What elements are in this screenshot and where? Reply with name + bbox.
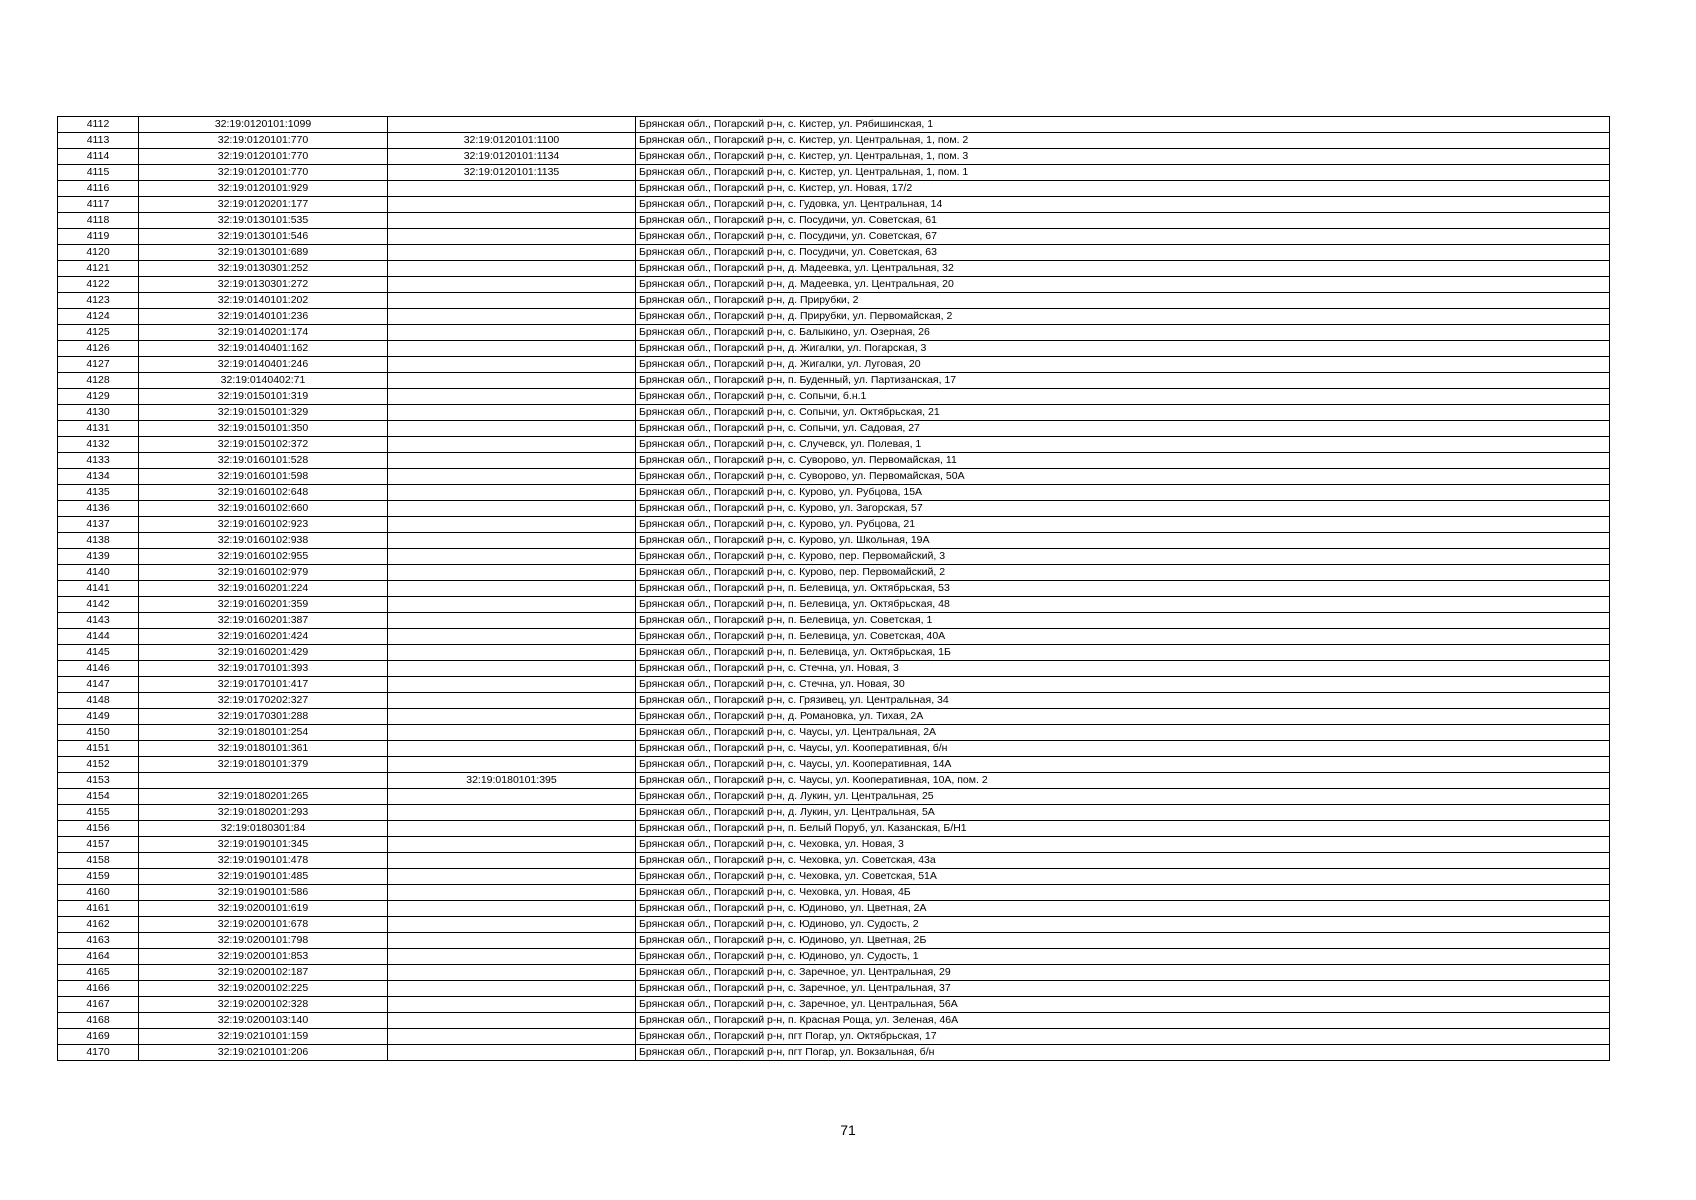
table-row bbox=[58, 1029, 1610, 1045]
table-row bbox=[58, 565, 1610, 581]
table-row bbox=[58, 197, 1610, 213]
premises-cadastral-number-cell bbox=[388, 517, 636, 533]
address-cell: Брянская обл., Погарский р-н, п. Белевица, ул. Советская, 40А bbox=[636, 629, 1610, 645]
premises-cadastral-number-cell bbox=[388, 389, 636, 405]
row-number-cell: 4121 bbox=[58, 261, 139, 277]
row-number-cell: 4138 bbox=[58, 533, 139, 549]
cadastral-number-cell: 32:19:0180101:361 bbox=[139, 741, 388, 757]
table-row bbox=[58, 645, 1610, 661]
address-cell: Брянская обл., Погарский р-н, с. Кистер, ул. Рябишинская, 1 bbox=[636, 117, 1610, 133]
premises-cadastral-number-cell bbox=[388, 757, 636, 773]
cadastral-number-cell: 32:19:0170101:393 bbox=[139, 661, 388, 677]
row-number-cell: 4127 bbox=[58, 357, 139, 373]
address-cell: Брянская обл., Погарский р-н, с. Гудовка, ул. Центральная, 14 bbox=[636, 197, 1610, 213]
address-cell: Брянская обл., Погарский р-н, д. Лукин, ул. Центральная, 25 bbox=[636, 789, 1610, 805]
row-number-cell: 4146 bbox=[58, 661, 139, 677]
row-number-cell: 4143 bbox=[58, 613, 139, 629]
address-cell: Брянская обл., Погарский р-н, с. Курово, ул. Загорская, 57 bbox=[636, 501, 1610, 517]
cadastral-number-cell: 32:19:0200101:798 bbox=[139, 933, 388, 949]
row-number-cell: 4142 bbox=[58, 597, 139, 613]
address-cell: Брянская обл., Погарский р-н, с. Юдиново, ул. Судость, 2 bbox=[636, 917, 1610, 933]
table-row bbox=[58, 981, 1610, 997]
table-row bbox=[58, 677, 1610, 693]
table-row bbox=[58, 181, 1610, 197]
cadastral-number-cell: 32:19:0120101:1099 bbox=[139, 117, 388, 133]
premises-cadastral-number-cell bbox=[388, 917, 636, 933]
table-row bbox=[58, 437, 1610, 453]
premises-cadastral-number-cell bbox=[388, 437, 636, 453]
table-row bbox=[58, 821, 1610, 837]
cadastral-number-cell: 32:19:0200101:853 bbox=[139, 949, 388, 965]
address-cell: Брянская обл., Погарский р-н, с. Чаусы, ул. Кооперативная, б/н bbox=[636, 741, 1610, 757]
table-row bbox=[58, 261, 1610, 277]
table-row bbox=[58, 117, 1610, 133]
row-number-cell: 4116 bbox=[58, 181, 139, 197]
address-cell: Брянская обл., Погарский р-н, пгт Погар, ул. Октябрьская, 17 bbox=[636, 1029, 1610, 1045]
table-row bbox=[58, 373, 1610, 389]
cadastral-number-cell: 32:19:0150102:372 bbox=[139, 437, 388, 453]
table-row bbox=[58, 341, 1610, 357]
cadastral-number-cell: 32:19:0160201:224 bbox=[139, 581, 388, 597]
cadastral-number-cell: 32:19:0130101:535 bbox=[139, 213, 388, 229]
address-cell: Брянская обл., Погарский р-н, с. Чеховка, ул. Новая, 4Б bbox=[636, 885, 1610, 901]
row-number-cell: 4136 bbox=[58, 501, 139, 517]
table-row bbox=[58, 805, 1610, 821]
cadastral-number-cell: 32:19:0190101:345 bbox=[139, 837, 388, 853]
row-number-cell: 4124 bbox=[58, 309, 139, 325]
cadastral-number-cell: 32:19:0160101:528 bbox=[139, 453, 388, 469]
cadastral-number-cell: 32:19:0170301:288 bbox=[139, 709, 388, 725]
premises-cadastral-number-cell bbox=[388, 309, 636, 325]
premises-cadastral-number-cell bbox=[388, 789, 636, 805]
row-number-cell: 4161 bbox=[58, 901, 139, 917]
cadastral-number-cell: 32:19:0120101:770 bbox=[139, 149, 388, 165]
premises-cadastral-number-cell bbox=[388, 885, 636, 901]
address-cell: Брянская обл., Погарский р-н, с. Курово, ул. Школьная, 19А bbox=[636, 533, 1610, 549]
row-number-cell: 4147 bbox=[58, 677, 139, 693]
table-row bbox=[58, 581, 1610, 597]
premises-cadastral-number-cell bbox=[388, 869, 636, 885]
row-number-cell: 4153 bbox=[58, 773, 139, 789]
table-row bbox=[58, 661, 1610, 677]
premises-cadastral-number-cell bbox=[388, 741, 636, 757]
row-number-cell: 4139 bbox=[58, 549, 139, 565]
cadastral-number-cell: 32:19:0130101:689 bbox=[139, 245, 388, 261]
address-cell: Брянская обл., Погарский р-н, с. Юдиново, ул. Цветная, 2Б bbox=[636, 933, 1610, 949]
address-cell: Брянская обл., Погарский р-н, с. Курово, ул. Рубцова, 21 bbox=[636, 517, 1610, 533]
table-row bbox=[58, 469, 1610, 485]
table-row bbox=[58, 693, 1610, 709]
row-number-cell: 4129 bbox=[58, 389, 139, 405]
row-number-cell: 4112 bbox=[58, 117, 139, 133]
row-number-cell: 4125 bbox=[58, 325, 139, 341]
cadastral-number-cell: 32:19:0150101:319 bbox=[139, 389, 388, 405]
address-cell: Брянская обл., Погарский р-н, с. Сопычи, ул. Садовая, 27 bbox=[636, 421, 1610, 437]
table-row bbox=[58, 773, 1610, 789]
premises-cadastral-number-cell bbox=[388, 485, 636, 501]
page-number: 71 bbox=[840, 1122, 856, 1138]
address-cell: Брянская обл., Погарский р-н, с. Заречное, ул. Центральная, 56А bbox=[636, 997, 1610, 1013]
table-row bbox=[58, 533, 1610, 549]
address-cell: Брянская обл., Погарский р-н, д. Прирубки, 2 bbox=[636, 293, 1610, 309]
premises-cadastral-number-cell bbox=[388, 1013, 636, 1029]
address-cell: Брянская обл., Погарский р-н, д. Лукин, ул. Центральная, 5А bbox=[636, 805, 1610, 821]
premises-cadastral-number-cell bbox=[388, 469, 636, 485]
table-row bbox=[58, 389, 1610, 405]
cadastral-number-cell: 32:19:0180101:254 bbox=[139, 725, 388, 741]
premises-cadastral-number-cell: 32:19:0120101:1100 bbox=[388, 133, 636, 149]
table-row bbox=[58, 517, 1610, 533]
address-cell: Брянская обл., Погарский р-н, с. Стечна, ул. Новая, 3 bbox=[636, 661, 1610, 677]
premises-cadastral-number-cell: 32:19:0120101:1135 bbox=[388, 165, 636, 181]
premises-cadastral-number-cell bbox=[388, 549, 636, 565]
address-cell: Брянская обл., Погарский р-н, с. Курово, ул. Рубцова, 15А bbox=[636, 485, 1610, 501]
row-number-cell: 4137 bbox=[58, 517, 139, 533]
row-number-cell: 4117 bbox=[58, 197, 139, 213]
cadastral-number-cell: 32:19:0120201:177 bbox=[139, 197, 388, 213]
cadastral-number-cell: 32:19:0200103:140 bbox=[139, 1013, 388, 1029]
premises-cadastral-number-cell bbox=[388, 965, 636, 981]
premises-cadastral-number-cell bbox=[388, 645, 636, 661]
table-row bbox=[58, 917, 1610, 933]
row-number-cell: 4122 bbox=[58, 277, 139, 293]
row-number-cell: 4163 bbox=[58, 933, 139, 949]
address-cell: Брянская обл., Погарский р-н, с. Чеховка, ул. Советская, 43а bbox=[636, 853, 1610, 869]
table-row bbox=[58, 613, 1610, 629]
row-number-cell: 4167 bbox=[58, 997, 139, 1013]
row-number-cell: 4165 bbox=[58, 965, 139, 981]
table-row bbox=[58, 741, 1610, 757]
row-number-cell: 4157 bbox=[58, 837, 139, 853]
premises-cadastral-number-cell bbox=[388, 613, 636, 629]
address-cell: Брянская обл., Погарский р-н, пгт Погар, ул. Вокзальная, б/н bbox=[636, 1045, 1610, 1061]
row-number-cell: 4135 bbox=[58, 485, 139, 501]
address-cell: Брянская обл., Погарский р-н, д. Жигалки, ул. Луговая, 20 bbox=[636, 357, 1610, 373]
row-number-cell: 4130 bbox=[58, 405, 139, 421]
table-row bbox=[58, 933, 1610, 949]
premises-cadastral-number-cell bbox=[388, 725, 636, 741]
cadastral-number-cell: 32:19:0200101:678 bbox=[139, 917, 388, 933]
address-cell: Брянская обл., Погарский р-н, с. Суворово, ул. Первомайская, 11 bbox=[636, 453, 1610, 469]
row-number-cell: 4123 bbox=[58, 293, 139, 309]
cadastral-number-cell: 32:19:0160201:359 bbox=[139, 597, 388, 613]
premises-cadastral-number-cell bbox=[388, 421, 636, 437]
address-cell: Брянская обл., Погарский р-н, с. Чеховка, ул. Новая, 3 bbox=[636, 837, 1610, 853]
premises-cadastral-number-cell bbox=[388, 933, 636, 949]
premises-cadastral-number-cell bbox=[388, 325, 636, 341]
cadastral-number-cell: 32:19:0130301:252 bbox=[139, 261, 388, 277]
premises-cadastral-number-cell bbox=[388, 565, 636, 581]
cadastral-number-cell: 32:19:0160102:979 bbox=[139, 565, 388, 581]
cadastral-number-cell: 32:19:0190101:586 bbox=[139, 885, 388, 901]
cadastral-number-cell: 32:19:0180301:84 bbox=[139, 821, 388, 837]
row-number-cell: 4158 bbox=[58, 853, 139, 869]
row-number-cell: 4133 bbox=[58, 453, 139, 469]
address-cell: Брянская обл., Погарский р-н, п. Белый Поруб, ул. Казанская, Б/Н1 bbox=[636, 821, 1610, 837]
table-row bbox=[58, 997, 1610, 1013]
cadastral-number-cell: 32:19:0120101:770 bbox=[139, 133, 388, 149]
cadastral-number-cell: 32:19:0190101:478 bbox=[139, 853, 388, 869]
table-row bbox=[58, 725, 1610, 741]
premises-cadastral-number-cell bbox=[388, 277, 636, 293]
address-cell: Брянская обл., Погарский р-н, с. Чаусы, ул. Кооперативная, 10А, пом. 2 bbox=[636, 773, 1610, 789]
table-row bbox=[58, 357, 1610, 373]
table-row bbox=[58, 421, 1610, 437]
address-cell: Брянская обл., Погарский р-н, с. Заречное, ул. Центральная, 37 bbox=[636, 981, 1610, 997]
address-cell: Брянская обл., Погарский р-н, с. Курово, пер. Первомайский, 3 bbox=[636, 549, 1610, 565]
premises-cadastral-number-cell bbox=[388, 453, 636, 469]
premises-cadastral-number-cell bbox=[388, 373, 636, 389]
premises-cadastral-number-cell bbox=[388, 949, 636, 965]
row-number-cell: 4115 bbox=[58, 165, 139, 181]
cadastral-number-cell: 32:19:0140401:162 bbox=[139, 341, 388, 357]
premises-cadastral-number-cell bbox=[388, 213, 636, 229]
row-number-cell: 4151 bbox=[58, 741, 139, 757]
cadastral-number-cell: 32:19:0160102:648 bbox=[139, 485, 388, 501]
cadastral-number-cell: 32:19:0160201:387 bbox=[139, 613, 388, 629]
cadastral-number-cell: 32:19:0210101:159 bbox=[139, 1029, 388, 1045]
table-row bbox=[58, 885, 1610, 901]
row-number-cell: 4152 bbox=[58, 757, 139, 773]
address-cell: Брянская обл., Погарский р-н, с. Случевск, ул. Полевая, 1 bbox=[636, 437, 1610, 453]
address-cell: Брянская обл., Погарский р-н, с. Балыкино, ул. Озерная, 26 bbox=[636, 325, 1610, 341]
property-table bbox=[57, 116, 1610, 1061]
row-number-cell: 4119 bbox=[58, 229, 139, 245]
cadastral-number-cell: 32:19:0140401:246 bbox=[139, 357, 388, 373]
table-row bbox=[58, 709, 1610, 725]
cadastral-number-cell: 32:19:0160102:660 bbox=[139, 501, 388, 517]
row-number-cell: 4141 bbox=[58, 581, 139, 597]
table-row bbox=[58, 133, 1610, 149]
table-row bbox=[58, 309, 1610, 325]
row-number-cell: 4128 bbox=[58, 373, 139, 389]
table-row bbox=[58, 869, 1610, 885]
premises-cadastral-number-cell: 32:19:0120101:1134 bbox=[388, 149, 636, 165]
row-number-cell: 4162 bbox=[58, 917, 139, 933]
cadastral-number-cell: 32:19:0150101:350 bbox=[139, 421, 388, 437]
row-number-cell: 4168 bbox=[58, 1013, 139, 1029]
address-cell: Брянская обл., Погарский р-н, с. Посудичи, ул. Советская, 61 bbox=[636, 213, 1610, 229]
table-row bbox=[58, 149, 1610, 165]
premises-cadastral-number-cell bbox=[388, 1045, 636, 1061]
table-row bbox=[58, 485, 1610, 501]
table-row bbox=[58, 549, 1610, 565]
cadastral-number-cell: 32:19:0200102:225 bbox=[139, 981, 388, 997]
table-row bbox=[58, 213, 1610, 229]
table-row bbox=[58, 1045, 1610, 1061]
cadastral-number-cell: 32:19:0170202:327 bbox=[139, 693, 388, 709]
address-cell: Брянская обл., Погарский р-н, п. Красная Роща, ул. Зеленая, 46А bbox=[636, 1013, 1610, 1029]
table-row bbox=[58, 965, 1610, 981]
row-number-cell: 4114 bbox=[58, 149, 139, 165]
table-row bbox=[58, 405, 1610, 421]
premises-cadastral-number-cell bbox=[388, 197, 636, 213]
premises-cadastral-number-cell bbox=[388, 629, 636, 645]
row-number-cell: 4145 bbox=[58, 645, 139, 661]
table-row bbox=[58, 165, 1610, 181]
cadastral-number-cell: 32:19:0190101:485 bbox=[139, 869, 388, 885]
address-cell: Брянская обл., Погарский р-н, с. Кистер, ул. Центральная, 1, пом. 1 bbox=[636, 165, 1610, 181]
premises-cadastral-number-cell bbox=[388, 245, 636, 261]
row-number-cell: 4134 bbox=[58, 469, 139, 485]
cadastral-number-cell: 32:19:0130101:546 bbox=[139, 229, 388, 245]
address-cell: Брянская обл., Погарский р-н, п. Буденный, ул. Партизанская, 17 bbox=[636, 373, 1610, 389]
table-row bbox=[58, 757, 1610, 773]
cadastral-number-cell: 32:19:0160201:429 bbox=[139, 645, 388, 661]
cadastral-number-cell: 32:19:0160102:955 bbox=[139, 549, 388, 565]
table-row bbox=[58, 229, 1610, 245]
premises-cadastral-number-cell bbox=[388, 501, 636, 517]
address-cell: Брянская обл., Погарский р-н, с. Стечна, ул. Новая, 30 bbox=[636, 677, 1610, 693]
table-row bbox=[58, 453, 1610, 469]
row-number-cell: 4118 bbox=[58, 213, 139, 229]
table-row bbox=[58, 1013, 1610, 1029]
table-row bbox=[58, 325, 1610, 341]
premises-cadastral-number-cell bbox=[388, 117, 636, 133]
premises-cadastral-number-cell bbox=[388, 901, 636, 917]
cadastral-number-cell: 32:19:0180201:293 bbox=[139, 805, 388, 821]
row-number-cell: 4126 bbox=[58, 341, 139, 357]
cadastral-number-cell: 32:19:0160101:598 bbox=[139, 469, 388, 485]
table-row bbox=[58, 789, 1610, 805]
premises-cadastral-number-cell bbox=[388, 853, 636, 869]
cadastral-number-cell: 32:19:0160201:424 bbox=[139, 629, 388, 645]
address-cell: Брянская обл., Погарский р-н, с. Сопычи, б.н.1 bbox=[636, 389, 1610, 405]
premises-cadastral-number-cell bbox=[388, 661, 636, 677]
premises-cadastral-number-cell bbox=[388, 597, 636, 613]
address-cell: Брянская обл., Погарский р-н, п. Белевица, ул. Октябрьская, 48 bbox=[636, 597, 1610, 613]
address-cell: Брянская обл., Погарский р-н, д. Мадеевка, ул. Центральная, 20 bbox=[636, 277, 1610, 293]
row-number-cell: 4120 bbox=[58, 245, 139, 261]
premises-cadastral-number-cell bbox=[388, 533, 636, 549]
row-number-cell: 4113 bbox=[58, 133, 139, 149]
premises-cadastral-number-cell bbox=[388, 805, 636, 821]
table-row bbox=[58, 949, 1610, 965]
table-body bbox=[58, 117, 1610, 1061]
premises-cadastral-number-cell bbox=[388, 405, 636, 421]
table-row bbox=[58, 901, 1610, 917]
table-row bbox=[58, 837, 1610, 853]
table-row bbox=[58, 245, 1610, 261]
table-row bbox=[58, 293, 1610, 309]
cadastral-number-cell: 32:19:0120101:929 bbox=[139, 181, 388, 197]
cadastral-number-cell: 32:19:0130301:272 bbox=[139, 277, 388, 293]
address-cell: Брянская обл., Погарский р-н, д. Прирубки, ул. Первомайская, 2 bbox=[636, 309, 1610, 325]
address-cell: Брянская обл., Погарский р-н, с. Курово, пер. Первомайский, 2 bbox=[636, 565, 1610, 581]
cadastral-number-cell: 32:19:0160102:923 bbox=[139, 517, 388, 533]
table-row bbox=[58, 629, 1610, 645]
premises-cadastral-number-cell bbox=[388, 981, 636, 997]
table-row bbox=[58, 277, 1610, 293]
premises-cadastral-number-cell bbox=[388, 229, 636, 245]
table-row bbox=[58, 501, 1610, 517]
address-cell: Брянская обл., Погарский р-н, с. Заречное, ул. Центральная, 29 bbox=[636, 965, 1610, 981]
premises-cadastral-number-cell bbox=[388, 837, 636, 853]
address-cell: Брянская обл., Погарский р-н, с. Кистер, ул. Центральная, 1, пом. 2 bbox=[636, 133, 1610, 149]
address-cell: Брянская обл., Погарский р-н, д. Жигалки, ул. Погарская, 3 bbox=[636, 341, 1610, 357]
cadastral-number-cell bbox=[139, 773, 388, 789]
cadastral-number-cell: 32:19:0140402:71 bbox=[139, 373, 388, 389]
row-number-cell: 4148 bbox=[58, 693, 139, 709]
premises-cadastral-number-cell bbox=[388, 357, 636, 373]
row-number-cell: 4164 bbox=[58, 949, 139, 965]
row-number-cell: 4140 bbox=[58, 565, 139, 581]
address-cell: Брянская обл., Погарский р-н, с. Грязивец, ул. Центральная, 34 bbox=[636, 693, 1610, 709]
row-number-cell: 4156 bbox=[58, 821, 139, 837]
premises-cadastral-number-cell: 32:19:0180101:395 bbox=[388, 773, 636, 789]
address-cell: Брянская обл., Погарский р-н, с. Чаусы, ул. Кооперативная, 14А bbox=[636, 757, 1610, 773]
address-cell: Брянская обл., Погарский р-н, с. Юдиново, ул. Судость, 1 bbox=[636, 949, 1610, 965]
row-number-cell: 4132 bbox=[58, 437, 139, 453]
row-number-cell: 4159 bbox=[58, 869, 139, 885]
cadastral-number-cell: 32:19:0200102:328 bbox=[139, 997, 388, 1013]
premises-cadastral-number-cell bbox=[388, 581, 636, 597]
row-number-cell: 4166 bbox=[58, 981, 139, 997]
premises-cadastral-number-cell bbox=[388, 821, 636, 837]
premises-cadastral-number-cell bbox=[388, 181, 636, 197]
premises-cadastral-number-cell bbox=[388, 693, 636, 709]
table-row bbox=[58, 597, 1610, 613]
address-cell: Брянская обл., Погарский р-н, п. Белевица, ул. Октябрьская, 53 bbox=[636, 581, 1610, 597]
cadastral-number-cell: 32:19:0140101:236 bbox=[139, 309, 388, 325]
cadastral-number-cell: 32:19:0140101:202 bbox=[139, 293, 388, 309]
address-cell: Брянская обл., Погарский р-н, с. Чеховка, ул. Советская, 51А bbox=[636, 869, 1610, 885]
premises-cadastral-number-cell bbox=[388, 341, 636, 357]
row-number-cell: 4169 bbox=[58, 1029, 139, 1045]
cadastral-number-cell: 32:19:0170101:417 bbox=[139, 677, 388, 693]
address-cell: Брянская обл., Погарский р-н, с. Юдиново, ул. Цветная, 2А bbox=[636, 901, 1610, 917]
row-number-cell: 4155 bbox=[58, 805, 139, 821]
row-number-cell: 4144 bbox=[58, 629, 139, 645]
premises-cadastral-number-cell bbox=[388, 293, 636, 309]
row-number-cell: 4150 bbox=[58, 725, 139, 741]
premises-cadastral-number-cell bbox=[388, 261, 636, 277]
cadastral-number-cell: 32:19:0180201:265 bbox=[139, 789, 388, 805]
cadastral-number-cell: 32:19:0120101:770 bbox=[139, 165, 388, 181]
premises-cadastral-number-cell bbox=[388, 709, 636, 725]
address-cell: Брянская обл., Погарский р-н, с. Сопычи, ул. Октябрьская, 21 bbox=[636, 405, 1610, 421]
row-number-cell: 4170 bbox=[58, 1045, 139, 1061]
row-number-cell: 4131 bbox=[58, 421, 139, 437]
premises-cadastral-number-cell bbox=[388, 997, 636, 1013]
table-row bbox=[58, 853, 1610, 869]
address-cell: Брянская обл., Погарский р-н, с. Чаусы, ул. Центральная, 2А bbox=[636, 725, 1610, 741]
address-cell: Брянская обл., Погарский р-н, д. Романовка, ул. Тихая, 2А bbox=[636, 709, 1610, 725]
cadastral-number-cell: 32:19:0180101:379 bbox=[139, 757, 388, 773]
address-cell: Брянская обл., Погарский р-н, с. Посудичи, ул. Советская, 63 bbox=[636, 245, 1610, 261]
address-cell: Брянская обл., Погарский р-н, с. Суворово, ул. Первомайская, 50А bbox=[636, 469, 1610, 485]
cadastral-number-cell: 32:19:0160102:938 bbox=[139, 533, 388, 549]
address-cell: Брянская обл., Погарский р-н, с. Кистер, ул. Новая, 17/2 bbox=[636, 181, 1610, 197]
address-cell: Брянская обл., Погарский р-н, с. Посудичи, ул. Советская, 67 bbox=[636, 229, 1610, 245]
address-cell: Брянская обл., Погарский р-н, п. Белевица, ул. Октябрьская, 1Б bbox=[636, 645, 1610, 661]
cadastral-number-cell: 32:19:0200102:187 bbox=[139, 965, 388, 981]
cadastral-number-cell: 32:19:0140201:174 bbox=[139, 325, 388, 341]
premises-cadastral-number-cell bbox=[388, 1029, 636, 1045]
cadastral-number-cell: 32:19:0200101:619 bbox=[139, 901, 388, 917]
premises-cadastral-number-cell bbox=[388, 677, 636, 693]
address-cell: Брянская обл., Погарский р-н, п. Белевица, ул. Советская, 1 bbox=[636, 613, 1610, 629]
cadastral-number-cell: 32:19:0210101:206 bbox=[139, 1045, 388, 1061]
address-cell: Брянская обл., Погарский р-н, с. Кистер, ул. Центральная, 1, пом. 3 bbox=[636, 149, 1610, 165]
row-number-cell: 4154 bbox=[58, 789, 139, 805]
row-number-cell: 4160 bbox=[58, 885, 139, 901]
cadastral-number-cell: 32:19:0150101:329 bbox=[139, 405, 388, 421]
row-number-cell: 4149 bbox=[58, 709, 139, 725]
address-cell: Брянская обл., Погарский р-н, д. Мадеевка, ул. Центральная, 32 bbox=[636, 261, 1610, 277]
